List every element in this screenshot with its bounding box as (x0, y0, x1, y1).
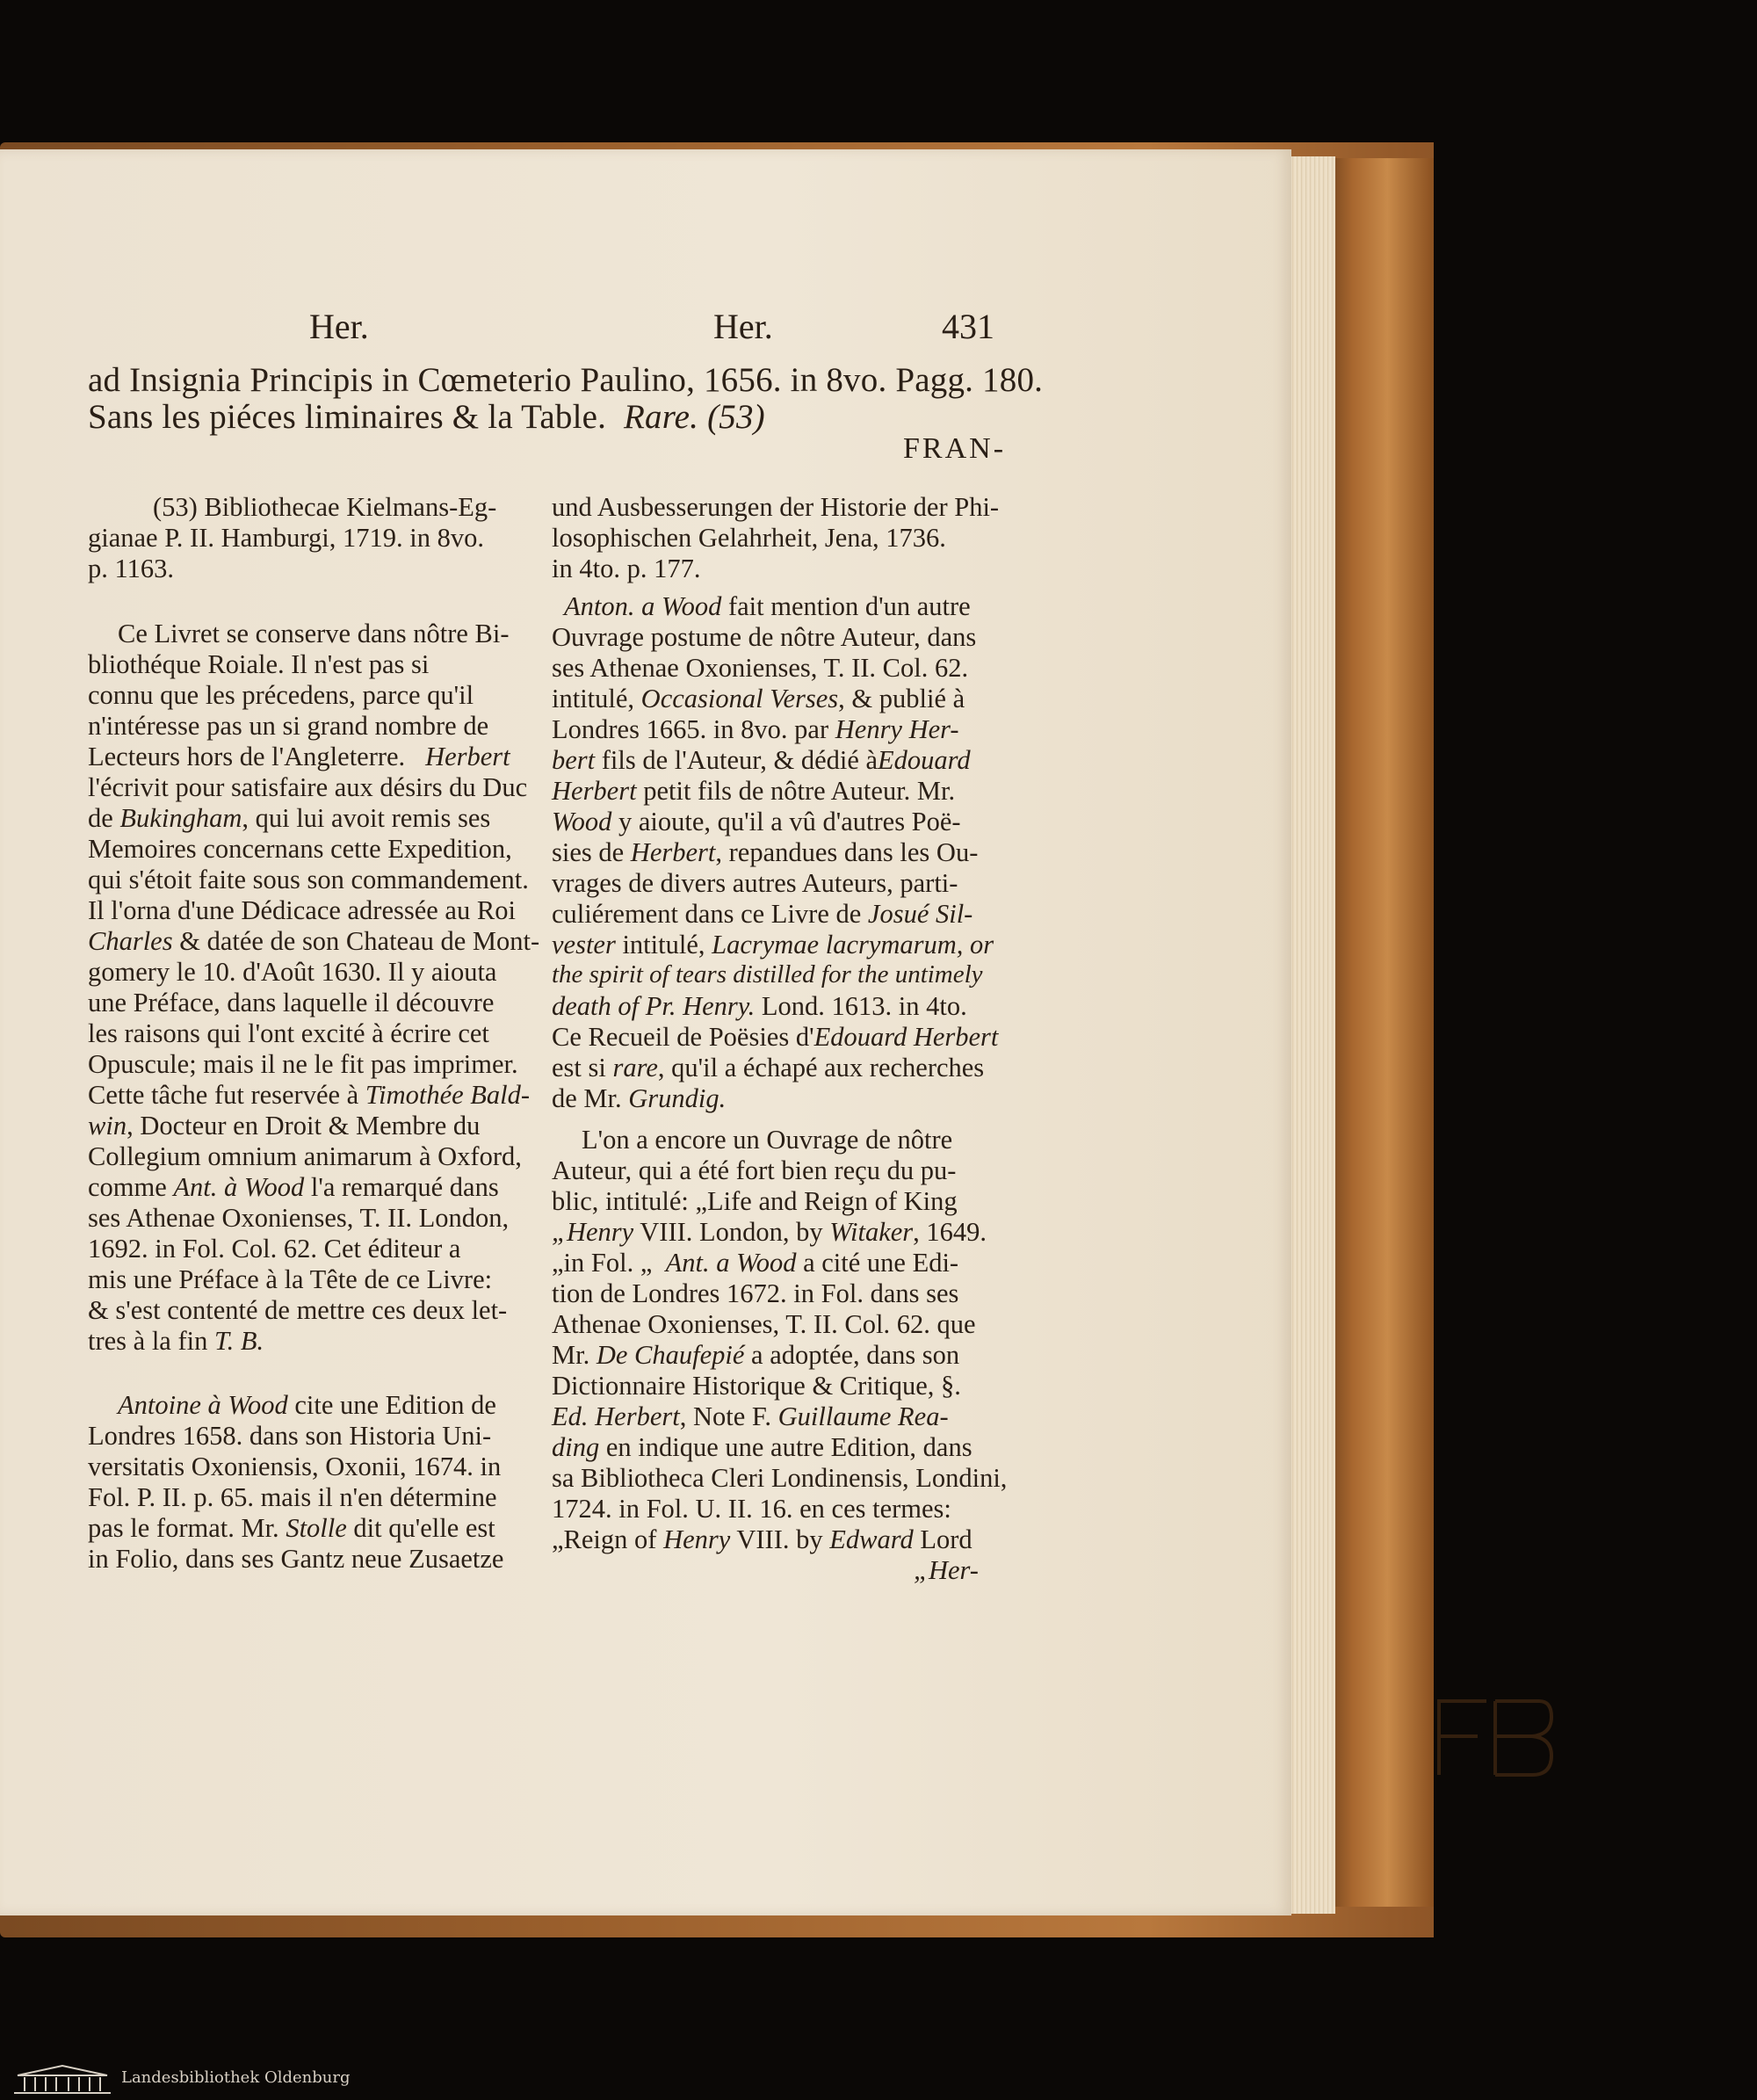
right-line: Auteur, qui a été fort bien reçu du pu- (552, 1155, 957, 1185)
left-line: Charles & datée de son Chateau de Mont- (88, 926, 540, 956)
right-line: Mr. De Chaufepié a adoptée, dans son (552, 1340, 960, 1370)
left-line: Londres 1658. dans son Historia Uni- (88, 1421, 492, 1451)
right-line: Ouvrage postume de nôtre Auteur, dans (552, 622, 977, 652)
right-line: 1724. in Fol. U. II. 16. en ces termes: (552, 1494, 951, 1524)
right-line: „Henry VIII. London, by Witaker, 1649. (552, 1217, 987, 1247)
footnote-line-2: gianae P. II. Hamburgi, 1719. in 8vo. (88, 523, 484, 553)
left-line: l'écrivit pour satisfaire aux désirs du Duc (88, 772, 528, 802)
left-line: Fol. P. II. p. 65. mais il n'en détermine (88, 1482, 497, 1512)
left-line: comme Ant. à Wood l'a remarqué dans (88, 1172, 499, 1202)
right-line: Anton. a Wood fait mention d'un autre (564, 591, 971, 621)
left-line: Opuscule; mais il ne le fit pas imprimer. (88, 1049, 518, 1079)
left-line: versitatis Oxoniensis, Oxonii, 1674. in (88, 1452, 502, 1481)
right-line: tion de Londres 1672. in Fol. dans ses (552, 1278, 959, 1308)
right-line: Londres 1665. in 8vo. par Henry Her- (552, 714, 959, 744)
running-head-left: Her. (309, 307, 369, 346)
right-line: vester intitulé, Lacrymae lacrymarum, or (552, 930, 994, 959)
right-line: und Ausbesserungen der Historie der Phi- (552, 492, 1000, 522)
left-line: connu que les précedens, parce qu'il (88, 680, 474, 710)
right-line: Wood y aioute, qu'il a vû d'autres Poë- (552, 807, 961, 836)
left-line: gomery le 10. d'Août 1630. Il y aiouta (88, 957, 497, 987)
right-line: bert fils de l'Auteur, & dédié àEdouard (552, 745, 971, 775)
running-head-center: Her. (713, 307, 773, 346)
right-line: in 4to. p. 177. (552, 554, 701, 583)
right-line: culiérement dans ce Livre de Josué Sil- (552, 899, 973, 929)
left-line: & s'est contenté de mettre ces deux let- (88, 1295, 508, 1325)
left-line: in Folio, dans ses Gantz neue Zusaetze (88, 1544, 504, 1574)
right-line: de Mr. Grundig. (552, 1083, 727, 1113)
left-line: ses Athenae Oxonienses, T. II. London, (88, 1203, 510, 1233)
left-line: les raisons qui l'ont excité à écrire cet (88, 1018, 489, 1048)
right-line: blic, intitulé: „Life and Reign of King (552, 1186, 958, 1216)
top-line-1: ad Insignia Principis in Cœmeterio Paulino, 1656. in 8vo. Pagg. 180. (88, 361, 1044, 399)
left-line: Memoires concernans cette Expedition, (88, 834, 512, 864)
right-line: „Reign of Henry VIII. by Edward Lord (552, 1524, 972, 1554)
left-line: bliothéque Roiale. Il n'est pas si (88, 649, 430, 679)
left-line: Cette tâche fut reservée à Timothée Bald- (88, 1080, 531, 1110)
left-line: Collegium omnium animarum à Oxford, (88, 1141, 522, 1171)
right-line: vrages de divers autres Auteurs, parti- (552, 868, 958, 898)
left-line: n'intéresse pas un si grand nombre de (88, 711, 489, 741)
rare-ref: Rare. (53) (624, 398, 765, 436)
right-line: the spirit of tears distilled for the untimely (552, 960, 983, 988)
left-line: mis une Préface à la Tête de ce Livre: (88, 1264, 493, 1294)
left-line: Lecteurs hors de l'Angleterre. Herbert (88, 742, 510, 771)
left-line: Ce Livret se conserve dans nôtre Bi- (118, 619, 510, 648)
right-line: Herbert petit fils de nôtre Auteur. Mr. (552, 776, 956, 806)
right-line: „in Fol. „ Ant. a Wood a cité une Edi- (552, 1248, 959, 1278)
left-line: pas le format. Mr. Stolle dit qu'elle est (88, 1513, 495, 1543)
left-line: tres à la fin T. B. (88, 1326, 264, 1356)
catchword-her: „Her- (914, 1555, 979, 1585)
right-line: Dictionnaire Historique & Critique, §. (552, 1371, 961, 1401)
left-line: une Préface, dans laquelle il découvre (88, 988, 495, 1017)
footnote-line-1: (53) Bibliothecae Kielmans-Eg- (153, 492, 497, 522)
left-line: de Bukingham, qui lui avoit remis ses (88, 803, 491, 833)
right-line: death of Pr. Henry. Lond. 1613. in 4to. (552, 991, 967, 1021)
left-line: win, Docteur en Droit & Membre du (88, 1111, 481, 1141)
right-line: ses Athenae Oxonienses, T. II. Col. 62. (552, 653, 969, 683)
right-line: Ed. Herbert, Note F. Guillaume Rea- (552, 1401, 949, 1431)
ab-emboss-icon (1435, 1692, 1555, 1778)
right-line: ding en indique une autre Edition, dans (552, 1432, 972, 1462)
library-name: Landesbibliothek Oldenburg (121, 2068, 351, 2087)
left-line: 1692. in Fol. Col. 62. Cet éditeur a (88, 1234, 461, 1264)
right-line: sa Bibliotheca Cleri Londinensis, Londini, (552, 1463, 1008, 1493)
right-line: sies de Herbert, repandues dans les Ou- (552, 837, 979, 867)
right-line: losophischen Gelahrheit, Jena, 1736. (552, 523, 946, 553)
library-logo-icon (11, 2063, 114, 2095)
left-line: Il l'orna d'une Dédicace adressée au Roi (88, 895, 516, 925)
right-line: Ce Recueil de Poësies d'Edouard Herbert (552, 1022, 999, 1052)
right-line: L'on a encore un Ouvrage de nôtre (582, 1125, 953, 1155)
right-line: Athenae Oxonienses, T. II. Col. 62. que (552, 1309, 976, 1339)
catchword-fran: FRAN- (903, 432, 1007, 465)
left-line: qui s'étoit faite sous son commandement. (88, 865, 529, 894)
top-line-2: Sans les piéces liminaires & la Table. Rare. (53) (88, 398, 765, 436)
page-number: 431 (942, 307, 994, 346)
footnote-line-3: p. 1163. (88, 554, 174, 583)
left-line: Antoine à Wood cite une Edition de (118, 1390, 496, 1420)
right-line: intitulé, Occasional Verses, & publié à (552, 684, 965, 713)
right-line: est si rare, qu'il a échapé aux recherches (552, 1053, 985, 1083)
